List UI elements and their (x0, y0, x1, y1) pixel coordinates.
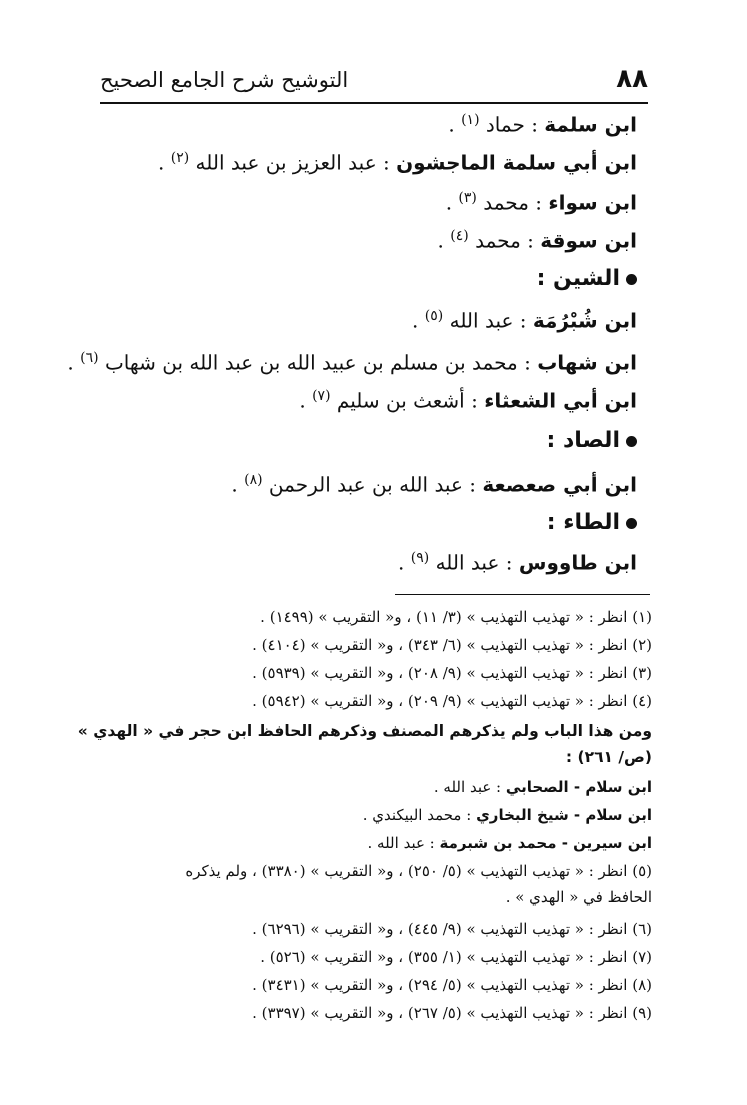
footnote-2: (٢) انظر : « تهذيب التهذيب » (٦/ ٣٤٣) ، و« التقريب » (٤١٠٤) . (252, 636, 652, 654)
entry-name: ابن شُبْرُمَة (532, 308, 637, 333)
footnote-6: (٦) انظر : « تهذيب التهذيب » (٩/ ٤٤٥) ، و« التقريب » (٦٢٩٦) . (252, 920, 652, 938)
entry-name: ابن أبي سلمة الماجشون (396, 150, 637, 175)
entry-ibn-abi-salama: ابن أبي سلمة الماجشون : عبد العزيز بن عبد الله $^{(٢)}$ . (158, 150, 637, 175)
entry-ibn-shihab: ابن شهاب : محمد بن مسلم بن عبيد الله بن عبد الله بن شهاب $^{(٦)}$ . (67, 350, 637, 375)
footnote-marker: (٧) (312, 388, 331, 404)
section-heading-ta: الطاء : (547, 510, 637, 535)
entry-name: ابن سواء (548, 190, 637, 215)
entry-ibn-salama: ابن سلمة : حماد $^{(١)}$ . (448, 112, 637, 137)
section-heading-sad: الصاد : (547, 428, 638, 453)
bullet-icon (626, 436, 637, 447)
footnote-marker: (٥) (424, 308, 444, 324)
section-heading-shin: الشين : (537, 266, 637, 291)
footnote-marker: (٣) (458, 190, 477, 206)
entry-ibn-sawqa: ابن سوقة : محمد $^{(٤)}$ . (437, 228, 637, 253)
footnote-5-line-2: الحافظ في « الهدي » . (505, 888, 652, 906)
footnote-8: (٨) انظر : « تهذيب التهذيب » (٥/ ٢٩٤) ، و« التقريب » (٣٤٣١) . (252, 976, 652, 994)
entry-ibn-sawa: ابن سواء : محمد $^{(٣)}$ . (445, 190, 637, 215)
entry-text: : عبد الله بن عبد الرحمن (262, 472, 483, 497)
footnote-4-item-3: ابن سيرين - محمد بن شبرمة : عبد الله . (367, 834, 652, 852)
entry-name: ابن سوقة (540, 228, 637, 253)
entry-text: : أشعث بن سليم (330, 388, 485, 413)
entry-ibn-abi-shatha: ابن أبي الشعثاء : أشعث بن سليم $^{(٧)}$ . (299, 388, 637, 413)
running-title: التوشيح شرح الجامع الصحيح (100, 68, 349, 92)
footnote-marker: (٩) (410, 550, 430, 566)
footnote-4-note-line1: ومن هذا الباب ولم يذكرهم المصنف وذكرهم الحافظ ابن حجر في « الهدي » (77, 722, 652, 740)
entry-name: ابن أبي الشعثاء (484, 388, 637, 413)
footnote-1: (١) انظر : « تهذيب التهذيب » (٣/ ١١) ، و« التقريب » (١٤٩٩) . (260, 608, 652, 626)
entry-name: ابن أبي صعصعة (482, 472, 637, 497)
bullet-icon (626, 274, 637, 285)
footnote-marker: (١) (461, 112, 480, 128)
footnote-3: (٣) انظر : « تهذيب التهذيب » (٩/ ٢٠٨) ، و« التقريب » (٥٩٣٩) . (252, 664, 652, 682)
entry-text: : محمد (468, 228, 541, 253)
footnote-4-item-1: ابن سلام - الصحابي : عبد الله . (433, 778, 652, 796)
entry-name: ابن شهاب (537, 350, 637, 375)
entry-ibn-tawus: ابن طاووس : عبد الله $^{(٩)}$ . (398, 550, 637, 575)
footnote-4: (٤) انظر : « تهذيب التهذيب » (٩/ ٢٠٩) ، و« التقريب » (٥٩٤٢) . (252, 692, 652, 710)
footnote-marker: (٨) (244, 472, 263, 488)
entry-ibn-shubruma: ابن شُبْرُمَة : عبد الله $^{(٥)}$ . (412, 308, 637, 333)
footnote-marker: (٤) (450, 228, 469, 244)
footnote-9: (٩) انظر : « تهذيب التهذيب » (٥/ ٢٦٧) ، و« التقريب » (٣٣٩٧) . (252, 1004, 652, 1022)
footnote-7: (٧) انظر : « تهذيب التهذيب » (١/ ٣٥٥) ، و« التقريب » (٥٢٦) . (260, 948, 652, 966)
footnote-marker: (٢) (170, 150, 190, 166)
entry-text: : عبد الله (429, 550, 519, 575)
footnote-separator (395, 594, 650, 595)
footnote-4-item-2: ابن سلام - شيخ البخاري : محمد البيكندي . (362, 806, 652, 824)
footnote-5-line-1: (٥) انظر : « تهذيب التهذيب » (٥/ ٢٥٠) ، و« التقريب » (٣٣٨٠) ، ولم يذكره (185, 862, 652, 880)
entry-name: ابن سلمة (544, 112, 637, 137)
entry-text: : عبد الله (443, 308, 533, 333)
page-header (100, 64, 648, 102)
footnote-marker: (٦) (80, 350, 99, 366)
entry-text: : حماد (479, 112, 545, 137)
footnote-4-note-line2: (ص/ ٢٦١) : (565, 748, 652, 766)
entry-text: : محمد (476, 190, 549, 215)
entry-text: : محمد بن مسلم بن عبيد الله بن عبد الله بن شهاب (98, 350, 538, 375)
entry-text: : عبد العزيز بن عبد الله (189, 150, 397, 175)
entry-ibn-abi-sasaa: ابن أبي صعصعة : عبد الله بن عبد الرحمن $^{(٨)}$ . (231, 472, 637, 497)
entry-name: ابن طاووس (518, 550, 637, 575)
page-number: ٨٨ (616, 64, 648, 94)
bullet-icon (626, 518, 637, 529)
header-rule (100, 102, 648, 104)
